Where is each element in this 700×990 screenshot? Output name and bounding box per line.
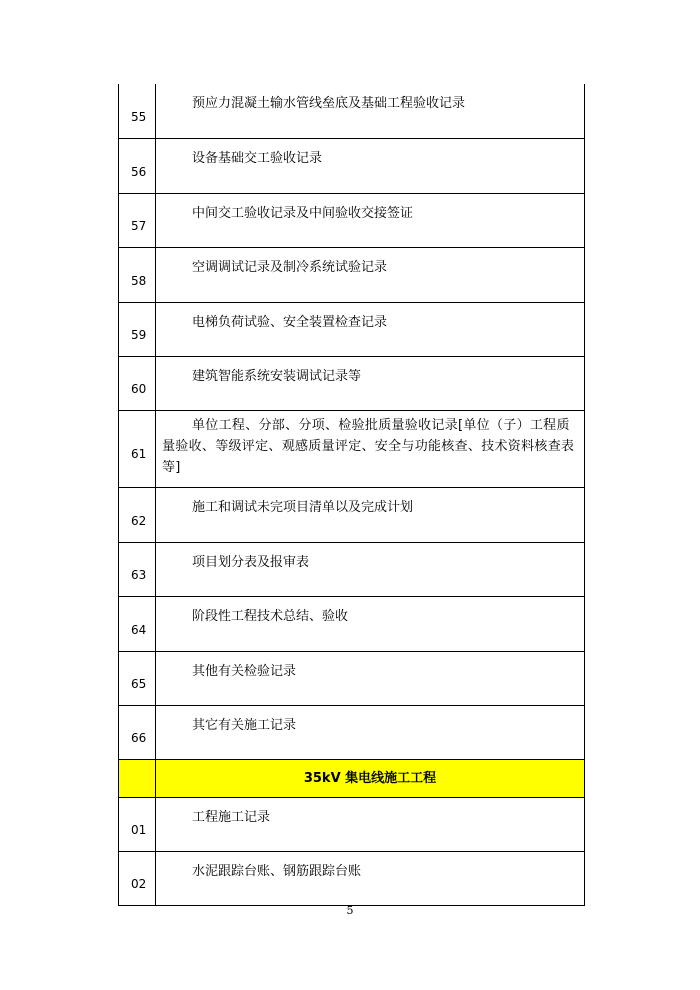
table-row xyxy=(119,798,584,852)
table-row xyxy=(119,543,584,597)
row-description: 电梯负荷试验、安全装置检查记录 xyxy=(192,315,388,330)
row-number-cell xyxy=(119,488,156,542)
row-number: 65 xyxy=(131,677,147,691)
table-row xyxy=(119,139,584,194)
row-description: 中间交工验收记录及中间验收交接签证 xyxy=(192,206,414,221)
row-number-cell xyxy=(119,139,156,193)
row-number: 58 xyxy=(131,274,147,288)
table-row xyxy=(119,852,584,906)
table-row xyxy=(119,488,584,543)
row-number-cell xyxy=(119,543,156,596)
table-row xyxy=(119,652,584,706)
row-number: 66 xyxy=(131,731,147,745)
row-number-cell xyxy=(119,248,156,302)
row-number-cell xyxy=(119,194,156,247)
row-number-cell xyxy=(119,597,156,651)
row-number: 56 xyxy=(131,165,147,179)
row-number: 63 xyxy=(131,568,147,582)
table-row xyxy=(119,411,584,488)
row-number: 59 xyxy=(131,328,147,342)
row-number-cell xyxy=(119,852,156,905)
row-description: 工程施工记录 xyxy=(192,810,271,825)
row-number: 64 xyxy=(131,623,147,637)
row-description: 其它有关施工记录 xyxy=(192,718,297,733)
section-number-cell xyxy=(119,760,156,797)
row-number-cell xyxy=(119,798,156,851)
row-description: 建筑智能系统安装调试记录等 xyxy=(192,369,362,384)
row-description: 施工和调试未完项目清单以及完成计划 xyxy=(192,500,414,515)
table-row xyxy=(119,706,584,760)
row-description: 其他有关检验记录 xyxy=(192,664,297,679)
row-number: 62 xyxy=(131,514,147,528)
row-number-cell xyxy=(119,303,156,356)
row-number: 57 xyxy=(131,219,147,233)
row-number: 60 xyxy=(131,382,147,396)
row-description: 项目划分表及报审表 xyxy=(192,555,310,570)
row-number: 61 xyxy=(131,447,147,461)
row-number: 01 xyxy=(131,823,147,837)
row-number-cell xyxy=(119,357,156,410)
row-number-cell xyxy=(119,84,156,138)
row-description: 水泥跟踪台账、钢筋跟踪台账 xyxy=(192,864,362,879)
table-row xyxy=(119,597,584,652)
row-description: 阶段性工程技术总结、验收 xyxy=(192,609,349,624)
records-table xyxy=(118,84,585,906)
section-title: 35kV 集电线施工工程 xyxy=(303,771,437,786)
row-number-cell xyxy=(119,411,156,487)
row-description: 预应力混凝土输水管线垒底及基础工程验收记录 xyxy=(192,96,466,111)
table-row xyxy=(119,248,584,303)
row-number: 55 xyxy=(131,110,147,124)
section-header-row xyxy=(119,760,584,798)
row-description: 空调调试记录及制冷系统试验记录 xyxy=(192,260,388,275)
table-row xyxy=(119,303,584,357)
row-description: 单位工程、分部、分项、检验批质量验收记录[单位（子）工程质量验收、等级评定、观感质量评定、安全与功能核查、技术资料核查表等] xyxy=(162,418,575,475)
table-row xyxy=(119,357,584,411)
table-row xyxy=(119,194,584,248)
row-number-cell xyxy=(119,706,156,759)
row-number: 02 xyxy=(131,877,147,891)
page-number: 5 xyxy=(346,904,354,917)
row-description: 设备基础交工验收记录 xyxy=(192,151,323,166)
table-row xyxy=(119,84,584,139)
row-number-cell xyxy=(119,652,156,705)
